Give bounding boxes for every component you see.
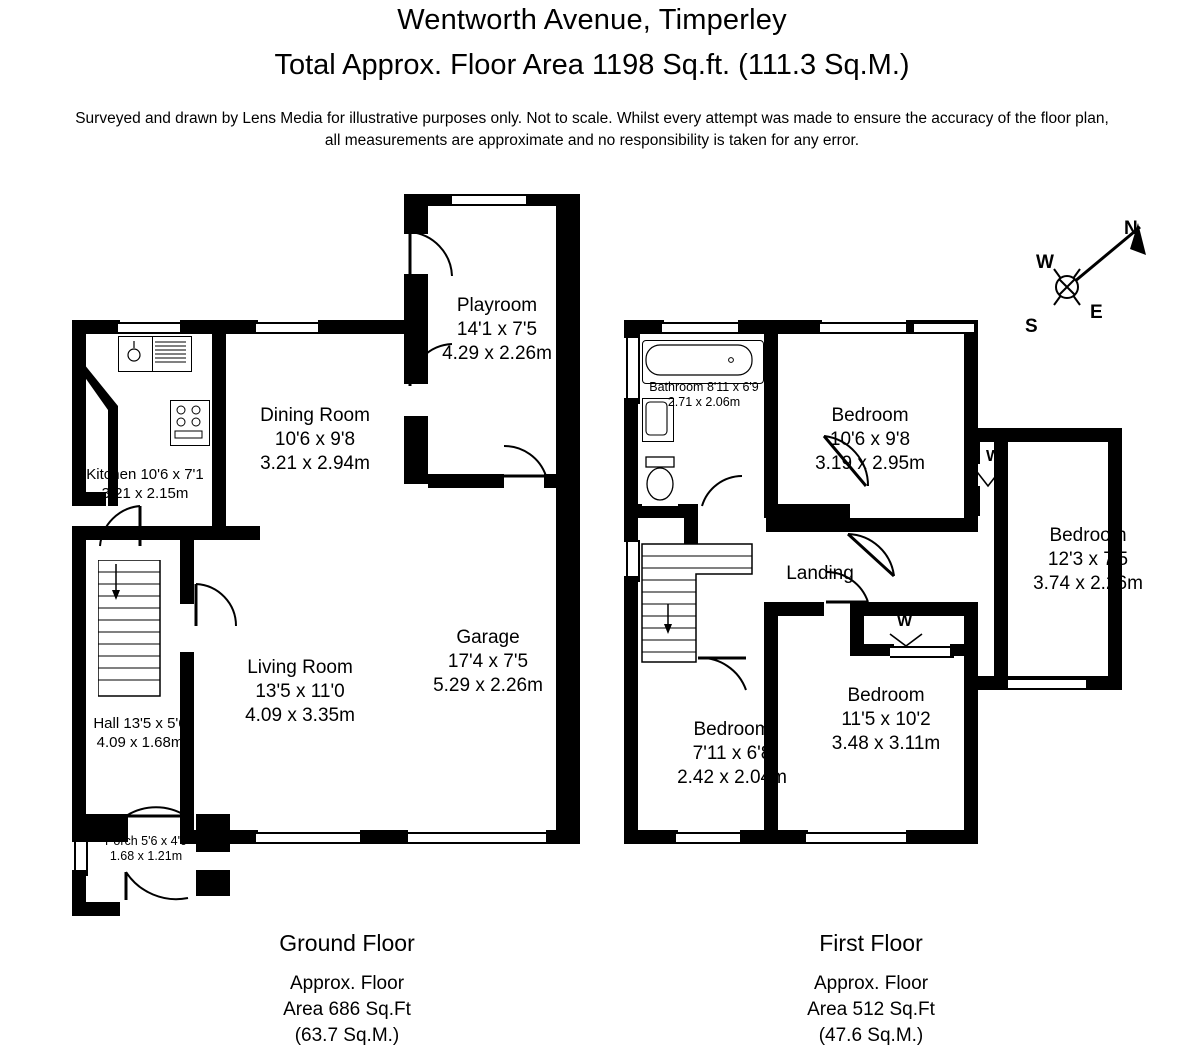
wall xyxy=(684,504,698,544)
room-label-hall: Hall 13'5 x 5'6 4.09 x 1.68m xyxy=(93,715,187,751)
compass-label-e: E xyxy=(1090,302,1103,323)
wall xyxy=(318,320,410,334)
wall xyxy=(72,526,226,540)
room-label-bedroom-4: Bedroom 7'11 x 6'8 2.42 x 2.04m xyxy=(677,719,787,788)
kitchen-hob xyxy=(170,400,210,446)
wall xyxy=(624,518,638,542)
window xyxy=(452,194,528,206)
wall xyxy=(180,540,194,604)
wall xyxy=(624,320,638,338)
door-bathroom xyxy=(700,474,746,508)
wall xyxy=(624,830,678,844)
wardrobe-label-2: W xyxy=(897,613,913,630)
ground-floor-caption-area: Approx. Floor Area 686 Sq.Ft (63.7 Sq.M.) xyxy=(283,973,411,1046)
door-bedroom-4 xyxy=(696,656,752,692)
compass-label-s: S xyxy=(1025,316,1038,337)
ground-floor-caption-name: Ground Floor xyxy=(279,930,415,956)
window xyxy=(806,832,910,844)
first-floor-plan xyxy=(600,4,1184,944)
door-porch-inner xyxy=(124,790,190,818)
wall xyxy=(556,194,580,844)
room-label-kitchen: Kitchen 10'6 x 7'1 3.21 x 2.15m xyxy=(86,466,204,502)
wall xyxy=(196,870,230,896)
bathtub xyxy=(642,340,764,384)
ground-floor-caption xyxy=(222,930,472,1049)
window xyxy=(1006,678,1088,690)
wall xyxy=(624,576,638,676)
window xyxy=(398,832,556,844)
room-label-bedroom-1: Bedroom 10'6 x 9'8 3.19 x 2.95m xyxy=(815,405,925,474)
room-label-dining-room: Dining Room 10'6 x 9'8 3.21 x 2.94m xyxy=(260,405,370,474)
page-title: Wentworth Avenue, Timperley xyxy=(397,4,787,36)
door-playroom-top xyxy=(408,232,458,280)
wall xyxy=(624,398,638,516)
window xyxy=(662,322,740,334)
wall xyxy=(428,474,504,488)
wardrobe-door-2 xyxy=(888,632,928,650)
compass-label-w: W xyxy=(1036,252,1054,273)
room-label-bedroom-3: Bedroom 11'5 x 10'2 3.48 x 3.11m xyxy=(831,685,941,754)
first-floor-caption-area: Approx. Floor Area 512 Sq.Ft (47.6 Sq.M.) xyxy=(807,973,935,1046)
room-label-bedroom-2: Bedroom 12'3 x 7'5 3.74 x 2.26m xyxy=(1033,525,1143,594)
room-label-landing: Landing xyxy=(786,563,854,584)
wall xyxy=(1086,676,1122,690)
room-label-bathroom: Bathroom 8'11 x 6'9 2.71 x 2.06m xyxy=(649,380,759,409)
wall xyxy=(966,486,980,516)
wardrobe-label-1: W xyxy=(986,448,1002,465)
window xyxy=(256,832,362,844)
disclaimer-line-1: Surveyed and drawn by Lens Media for illustrative purposes only. Not to scale. Whilst every attempt was made to ensure the accuracy of the floor plan, xyxy=(75,110,1109,127)
kitchen-counter xyxy=(152,336,192,372)
page-subtitle: Total Approx. Floor Area 1198 Sq.ft. (111.3 Sq.M.) xyxy=(274,49,910,81)
wall xyxy=(360,830,400,844)
wall xyxy=(764,504,850,518)
wall xyxy=(850,602,864,650)
disclaimer-line-2: all measurements are approximate and no responsibility is taken for any error. xyxy=(324,132,860,149)
room-label-living-room: Living Room 13'5 x 11'0 4.09 x 3.35m xyxy=(245,657,355,726)
door-garage-interior xyxy=(500,444,548,480)
wall xyxy=(766,518,966,532)
window xyxy=(676,832,744,844)
wall xyxy=(966,440,980,464)
wall xyxy=(624,664,638,844)
toilet xyxy=(642,456,678,506)
wall xyxy=(738,320,822,334)
window xyxy=(626,334,640,404)
wall xyxy=(404,194,454,206)
window xyxy=(118,322,182,334)
wall xyxy=(72,540,86,814)
room-label-garage: Garage 17'4 x 7'5 5.29 x 2.26m xyxy=(433,627,543,696)
ground-floor-plan xyxy=(0,4,600,944)
room-label-playroom: Playroom 14'1 x 7'5 4.29 x 2.26m xyxy=(442,295,552,364)
room-label-porch: Porch 5'6 x 4'0 1.68 x 1.21m xyxy=(105,834,187,863)
window xyxy=(820,322,910,334)
wardrobe-door-1 xyxy=(972,466,1008,488)
wall xyxy=(546,830,580,844)
wall xyxy=(740,830,808,844)
first-floor-caption-name: First Floor xyxy=(819,930,923,956)
wall xyxy=(72,902,120,916)
window xyxy=(256,322,320,334)
door-porch-outer xyxy=(122,870,192,904)
wall xyxy=(398,830,408,844)
compass-label-n: N xyxy=(1124,218,1138,239)
window xyxy=(914,322,974,334)
wall xyxy=(994,428,1122,442)
first-floor-caption xyxy=(750,930,992,1049)
door-living-room xyxy=(194,582,238,628)
staircase-ground xyxy=(98,560,162,703)
